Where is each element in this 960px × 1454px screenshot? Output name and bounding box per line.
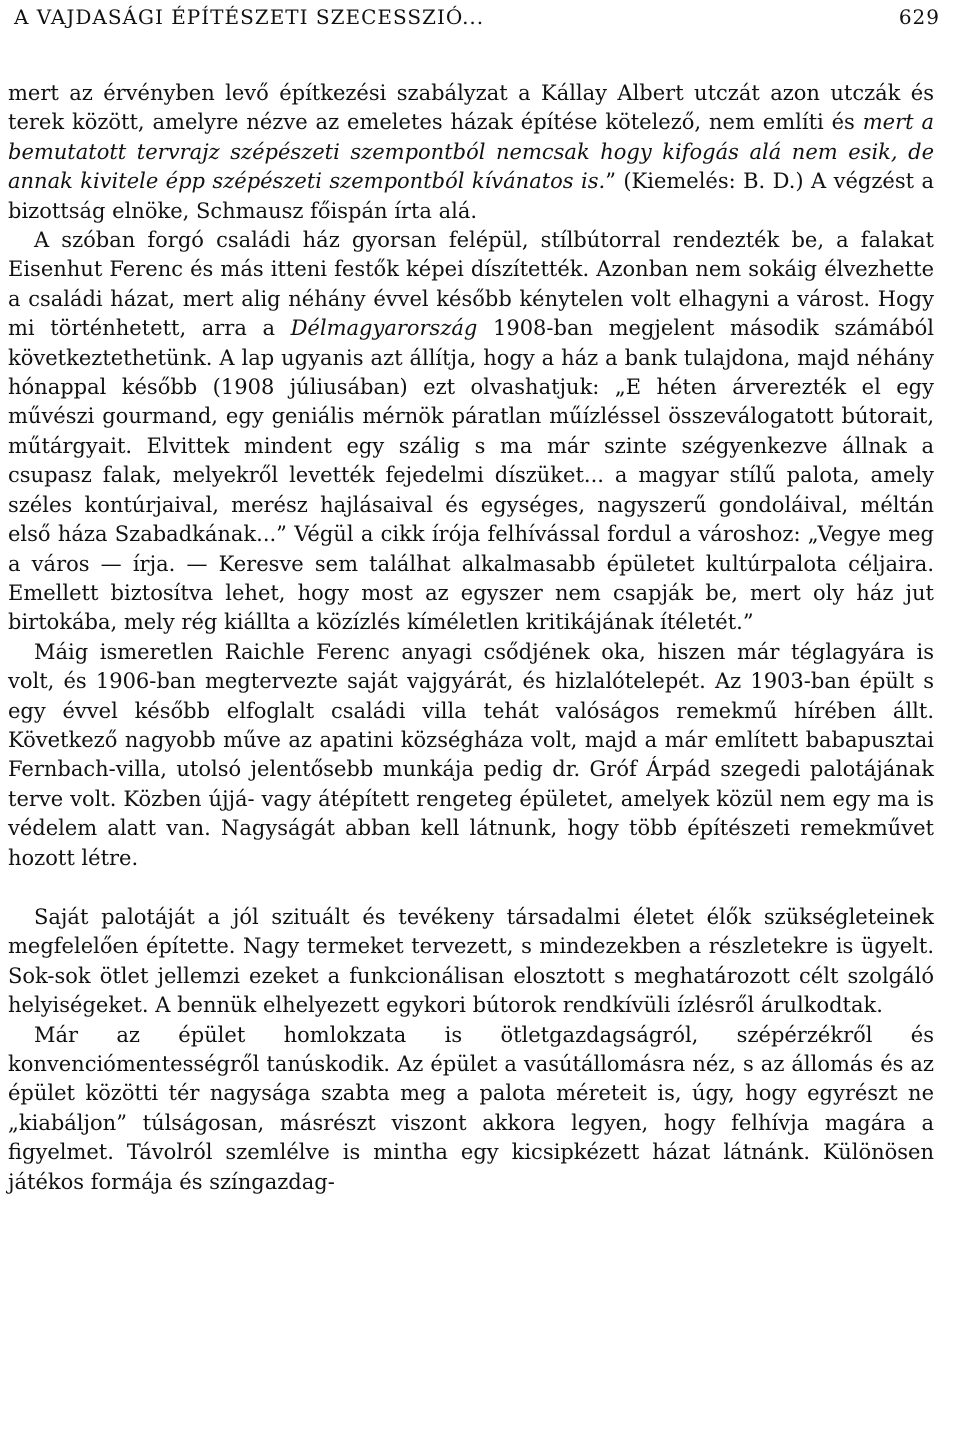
paragraph-text: 1908-ban megjelent második számából következtethetünk. A lap ugyanis azt állítja, hogy a ház a bank tulajdona, majd néhány hónappal később (1908 júliusában) ezt olvashatjuk: „E héten árverezték el egy művészi gourmand, egy geniális mérnök páratlan műízléssel összeválogatott bútorait, műtárgyait. Elvittek mindent egy szálig s ma már szinte szégyenkezve állnak a csupasz falak, melyekről levették fejedelmi díszüket... a magyar stílű palota, amely széles kontúrjaival, merész hajlásaival és egységes, nagyszerű gondoláival, méltán első háza Szabadkának...” Végül a cikk írója felhívással fordul a városhoz: „Vegye meg a város — írja. — Keresve sem találhat alkalmasabb épületet kultúrpalota céljaira. Emellett biztosítva lehet, hogy most az egyszer nem csapják be, mert oly ház jut birtokába, mely rég kiállta a közízlés kíméletlen kritikájának ítéletét.” [8,316,934,635]
page-number: 629 [898,5,940,29]
paragraph-text: A szóban forgó családi ház gyorsan felépül, stílbútorral rendezték be, a falakat Eisenhut Ferenc és más itteni festők képei díszítették. Azonban nem sokáig élvezhette a családi házat, mert alig néhány évvel később kénytelen volt elhagyni a várost. Hogy mi történhetett, arra a [8,228,934,341]
italic-quote: mert a bemutatott tervrajz szépészeti szempontból nemcsak hogy kifogás alá nem esik, de annak kivitele épp szépészeti szempontból kívánatos is. [8,110,934,194]
paragraph-text: ” (Kiemelés: B. D.) A végzést a bizottság elnöke, Schmausz főispán írta alá. [8,169,934,223]
paragraph-text: Már az épület homlokzata is ötletgazdagságról, szépérzékről és konvenciómentességről tanúskodik. Az épület a vasútállomásra néz, s az állomás és az épület közötti tér nagysága szabta meg a palota méreteit is, úgy, hogy egyrészt ne „kiabáljon” túlságosan, másrészt viszont akkora legyen, hogy felhívja magára a figyelmet. Távolról szemlélve is mintha egy kicsipkézett házat látnánk. Különösen játékos formája és színgazdag- [8,1022,934,1194]
paragraph [8,1021,934,1197]
paragraph [8,903,934,1021]
paragraph [8,79,934,226]
paragraph-text: Máig ismeretlen Raichle Ferenc anyagi csődjének oka, hiszen már téglagyára is volt, és 1906-ban megtervezte saját vajgyárát, és hizlalótelepét. Az 1903-ban épült s egy évvel később elfoglalt családi villa tehát valóságos remekmű hírében állt. Következő nagyobb műve az apatini községháza volt, majd a már említett babapusztai Fernbach-villa, utolsó jelentősebb munkája pedig dr. Gróf Árpád szegedi palotájának terve volt. Közben újjá- vagy átépített rengeteg épületet, amelyek közül nem egy ma is védelem alatt van. Nagyságát abban kell látnunk, hogy több építészeti remekművet hozott létre. [8,639,934,870]
paragraph-text: Saját palotáját a jól szituált és tevékeny társadalmi életet élők szükségleteinek megfelelően építette. Nagy termeket tervezett, s mindezekben a részletekre is ügyelt. Sok-sok ötlet jellemzi ezeket a funkcionálisan elosztott s meghatározott célt szolgáló helyiségeket. A bennük elhelyezett egykori bútorok rendkívüli ízlésről árulkodtak. [8,904,934,1018]
running-head [14,0,940,34]
body-text [8,79,934,1197]
running-title: A VAJDASÁGI ÉPÍTÉSZETI SZECESSZIÓ... [14,5,485,29]
paragraph [8,638,934,873]
newspaper-title: Délmagyarország [290,316,478,341]
paragraph [8,226,934,638]
paragraph-text: mert az érvényben levő építkezési szabályzat a Kállay Albert utczát azon utczák és terek között, amelyre nézve az emeletes házak építése kötelező, nem említi és [8,81,934,135]
section-gap [8,873,934,903]
